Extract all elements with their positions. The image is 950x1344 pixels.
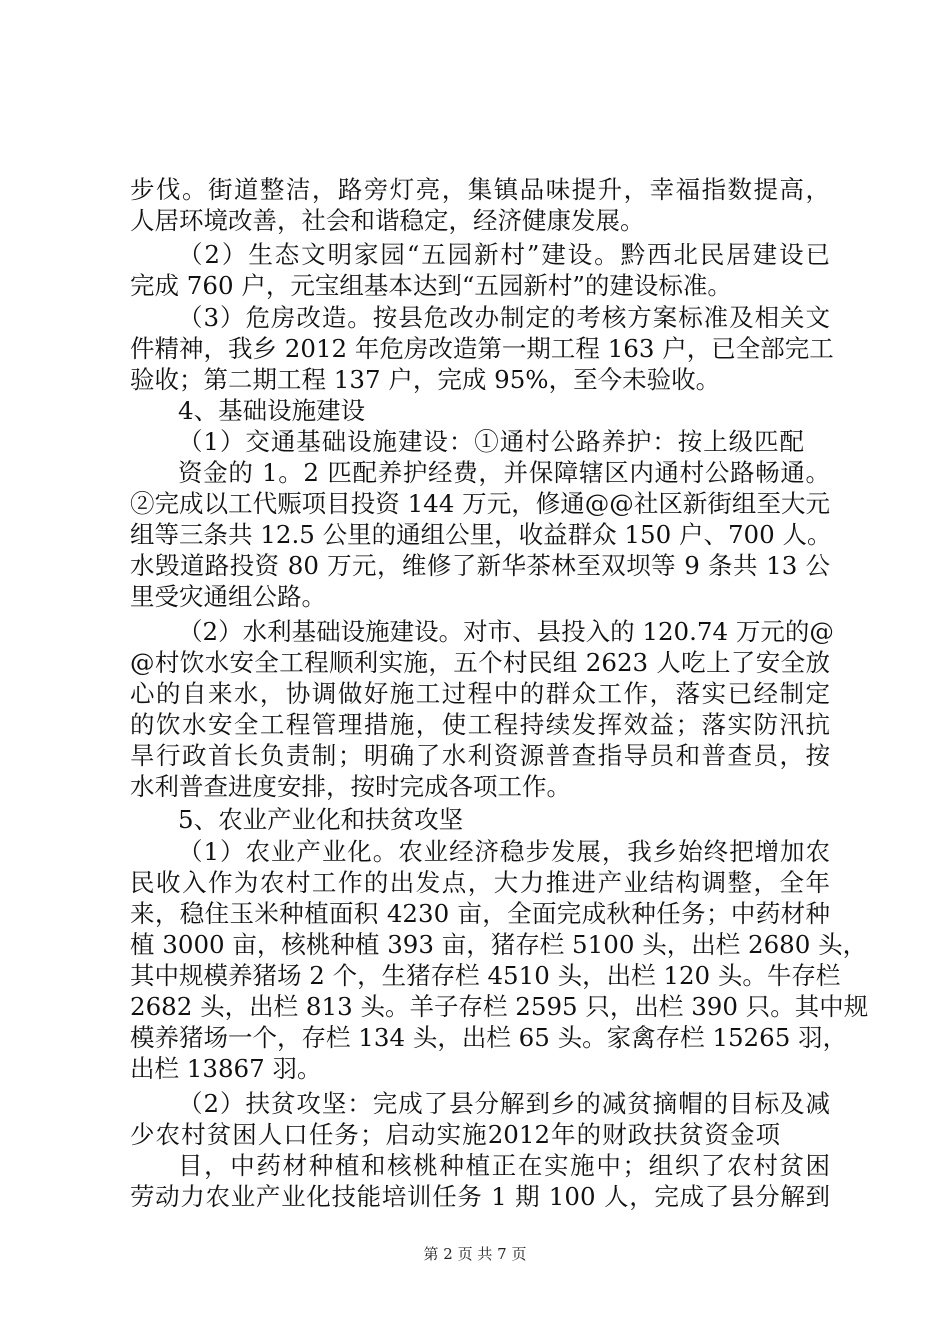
- body-text-line: 人居环境改善，社会和谐稳定，经济健康发展。: [130, 206, 645, 235]
- body-text-line: 出栏 13867 羽。: [130, 1054, 322, 1083]
- body-text-line: 完成 760 户，元宝组基本达到“五园新村”的建设标准。: [130, 271, 732, 300]
- section-heading: 4、基础设施建设: [178, 396, 366, 425]
- body-text-line: 模养猪场一个，存栏 134 头，出栏 65 头。家禽存栏 15265 羽，: [130, 1023, 848, 1052]
- body-text-line: 水毁道路投资 80 万元，维修了新华茶林至双坝等 9 条共 13 公: [130, 551, 830, 580]
- body-text-line: 目，中药材种植和核桃种植正在实施中；组织了农村贫困: [178, 1151, 830, 1180]
- body-text-line: 民收入作为农村工作的出发点，大力推进产业结构调整，全年: [130, 868, 830, 897]
- body-text-line: （1）交通基础设施建设：①通村公路养护：按上级匹配: [178, 427, 804, 456]
- body-text-line: 心的自来水，协调做好施工过程中的群众工作，落实已经制定: [130, 679, 830, 708]
- body-text-line: 组等三条共 12.5 公里的通组公里，收益群众 150 户、700 人。: [130, 520, 832, 549]
- body-text-line: 植 3000 亩，核桃种植 393 亩，猪存栏 5100 头，出栏 2680 头，: [130, 930, 868, 959]
- body-text-line: 资金的 1。2 匹配养护经费，并保障辖区内通村公路畅通。: [178, 458, 830, 487]
- body-text-line: 劳动力农业产业化技能培训任务 1 期 100 人，完成了县分解到: [130, 1182, 830, 1211]
- body-text-line: 2682 头，出栏 813 头。羊子存栏 2595 只，出栏 390 只。其中规: [130, 992, 869, 1021]
- body-text-line: （3）危房改造。按县危改办制定的考核方案标准及相关文: [178, 303, 830, 332]
- body-text-line: （2）水利基础设施建设。对市、县投入的 120.74 万元的@: [178, 617, 834, 646]
- body-text-line: 步伐。街道整洁，路旁灯亮，集镇品味提升，幸福指数提高，: [130, 175, 830, 204]
- body-text-line: @村饮水安全工程顺利实施，五个村民组 2623 人吃上了安全放: [130, 648, 830, 677]
- body-text-line: 来，稳住玉米种植面积 4230 亩，全面完成秋种任务；中药材种: [130, 899, 830, 928]
- body-text-line: （1）农业产业化。农业经济稳步发展，我乡始终把增加农: [178, 837, 830, 866]
- body-text-line: ②完成以工代赈项目投资 144 万元，修通@@社区新街组至大元: [130, 489, 830, 518]
- body-text-line: 水利普查进度安排，按时完成各项工作。: [130, 772, 571, 801]
- body-text-line: （2）扶贫攻坚：完成了县分解到乡的减贫摘帽的目标及减: [178, 1089, 830, 1118]
- body-text-line: （2）生态文明家园“五园新村”建设。黔西北民居建设已: [178, 240, 830, 269]
- body-text-line: 其中规模养猪场 2 个，生猪存栏 4510 头，出栏 120 头。牛存栏: [130, 961, 841, 990]
- body-text-line: 旱行政首长负责制；明确了水利资源普查指导员和普查员，按: [130, 741, 830, 770]
- section-heading: 5、农业产业化和扶贫攻坚: [178, 805, 464, 834]
- body-text-line: 里受灾通组公路。: [130, 582, 326, 611]
- page-number-footer: 第 2 页 共 7 页: [423, 1245, 527, 1263]
- body-text-line: 件精神，我乡 2012 年危房改造第一期工程 163 户，已全部完工: [130, 334, 834, 363]
- body-text-line: 验收；第二期工程 137 户，完成 95%，至今未验收。: [130, 365, 721, 394]
- body-text-line: 少农村贫困人口任务；启动实施2012年的财政扶贫资金项: [130, 1120, 780, 1149]
- body-text-line: 的饮水安全工程管理措施，使工程持续发挥效益；落实防汛抗: [130, 710, 830, 739]
